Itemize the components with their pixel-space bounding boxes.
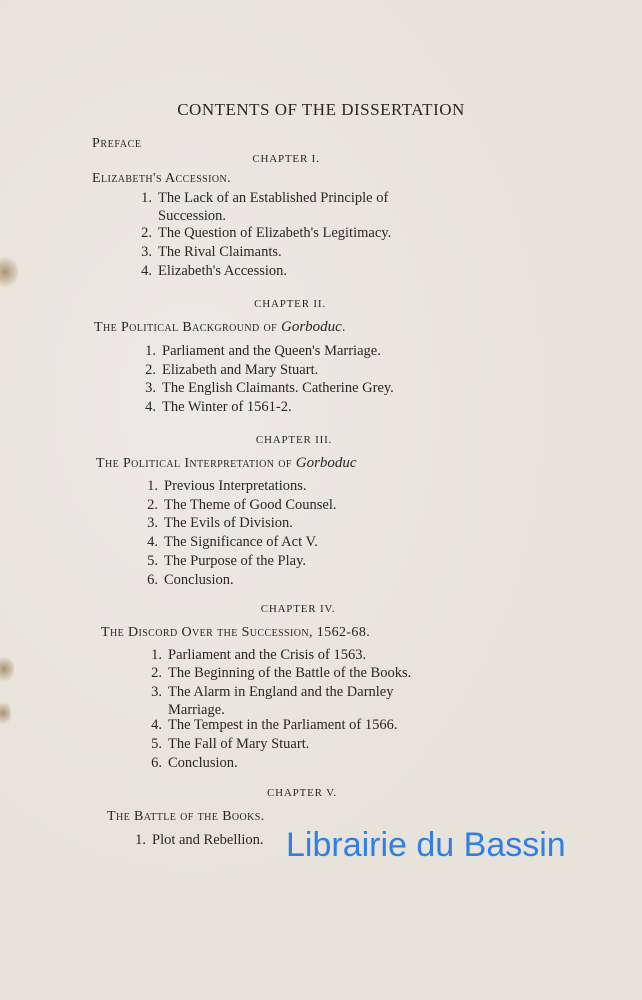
item-number: 3.	[151, 684, 162, 700]
item-number: 5.	[147, 553, 158, 569]
item-text: The Tempest in the Parliament of 1566.	[168, 717, 398, 733]
item-text: The Rival Claimants.	[158, 244, 282, 260]
item-text: The Significance of Act V.	[164, 534, 318, 550]
item-number: 4.	[147, 534, 158, 550]
list-item	[124, 831, 264, 849]
chapter-title-text: The Political Interpretation of	[96, 456, 296, 471]
chapter-heading: CHAPTER III.	[255, 434, 333, 446]
chapter-heading: CHAPTER IV.	[260, 603, 336, 615]
chapter-title: Elizabeth's Accession.	[92, 171, 231, 186]
item-number: 4.	[145, 399, 156, 415]
item-number: 2.	[145, 362, 156, 378]
list-item	[136, 552, 306, 570]
item-number: 4.	[141, 263, 152, 279]
foxing-stain	[0, 700, 11, 726]
item-number: 1.	[151, 647, 162, 663]
list-item	[136, 533, 318, 551]
foxing-stain	[0, 255, 18, 289]
item-number: 2.	[141, 225, 152, 241]
chapter-title	[96, 455, 357, 472]
list-item	[134, 361, 318, 379]
list-item	[140, 664, 411, 682]
chapter-title-italic: Gorboduc	[280, 319, 342, 335]
list-item	[140, 646, 366, 664]
list-item	[130, 243, 282, 261]
list-item	[140, 735, 309, 753]
list-item	[134, 398, 292, 416]
item-text: The Beginning of the Battle of the Books.	[168, 665, 412, 681]
item-text: Elizabeth's Accession.	[158, 263, 288, 279]
item-number: 1.	[147, 478, 158, 494]
item-text: The Evils of Division.	[164, 515, 293, 531]
list-item	[130, 224, 391, 242]
item-text-continued: Succession.	[158, 208, 227, 224]
list-item	[136, 496, 337, 514]
foxing-stain	[0, 655, 14, 683]
list-item	[140, 754, 238, 772]
item-number: 2.	[147, 497, 158, 513]
chapter-title	[94, 319, 346, 336]
chapter-title: The Battle of the Books.	[107, 809, 265, 824]
item-number: 3.	[141, 244, 152, 260]
item-text: The Lack of an Established Principle of	[158, 190, 389, 206]
chapter-title-text: The Political Background of	[94, 320, 281, 335]
item-number: 5.	[151, 736, 162, 752]
preface-entry: Preface	[92, 136, 142, 151]
list-item	[136, 477, 307, 495]
chapter-heading: CHAPTER V.	[267, 787, 337, 799]
item-number: 3.	[145, 380, 156, 396]
item-number: 1.	[145, 343, 156, 359]
item-text: Plot and Rebellion.	[152, 832, 264, 848]
item-text: Previous Interpretations.	[164, 478, 307, 494]
page-title: CONTENTS OF THE DISSERTATION	[177, 100, 465, 119]
item-text: Elizabeth and Mary Stuart.	[162, 362, 319, 378]
item-number: 1.	[135, 832, 146, 848]
item-number: 6.	[147, 572, 158, 588]
item-number: 2.	[151, 665, 162, 681]
chapter-heading: CHAPTER I.	[252, 153, 320, 165]
list-item	[140, 683, 394, 719]
chapter-title-italic: Gorboduc	[295, 455, 357, 471]
list-item	[130, 189, 388, 225]
item-text: Parliament and the Crisis of 1563.	[168, 647, 367, 663]
item-number: 1.	[141, 190, 152, 206]
item-text: The Fall of Mary Stuart.	[168, 736, 310, 752]
list-item	[134, 342, 381, 360]
chapter-title: The Discord Over the Succession, 1562-68.	[101, 625, 371, 640]
item-number: 4.	[151, 717, 162, 733]
item-text: The Question of Elizabeth's Legitimacy.	[158, 225, 392, 241]
item-text: Conclusion.	[168, 755, 238, 771]
item-text: The Theme of Good Counsel.	[164, 497, 337, 513]
item-text: The Purpose of the Play.	[164, 553, 307, 569]
item-text: Conclusion.	[164, 572, 234, 588]
list-item	[136, 571, 234, 589]
item-text: The Alarm in England and the Darnley	[168, 684, 394, 700]
chapter-title-punct: .	[341, 320, 346, 335]
list-item	[140, 716, 397, 734]
watermark: Librairie du Bassin	[286, 826, 566, 864]
item-number: 6.	[151, 755, 162, 771]
item-text: The English Claimants. Catherine Grey.	[162, 380, 394, 396]
item-text-continued: Marriage.	[168, 702, 225, 718]
item-text: The Winter of 1561-2.	[162, 399, 292, 415]
list-item	[134, 379, 394, 397]
item-text: Parliament and the Queen's Marriage.	[162, 343, 381, 359]
list-item	[130, 262, 287, 280]
list-item	[136, 514, 293, 532]
chapter-heading: CHAPTER II.	[254, 298, 326, 310]
item-number: 3.	[147, 515, 158, 531]
